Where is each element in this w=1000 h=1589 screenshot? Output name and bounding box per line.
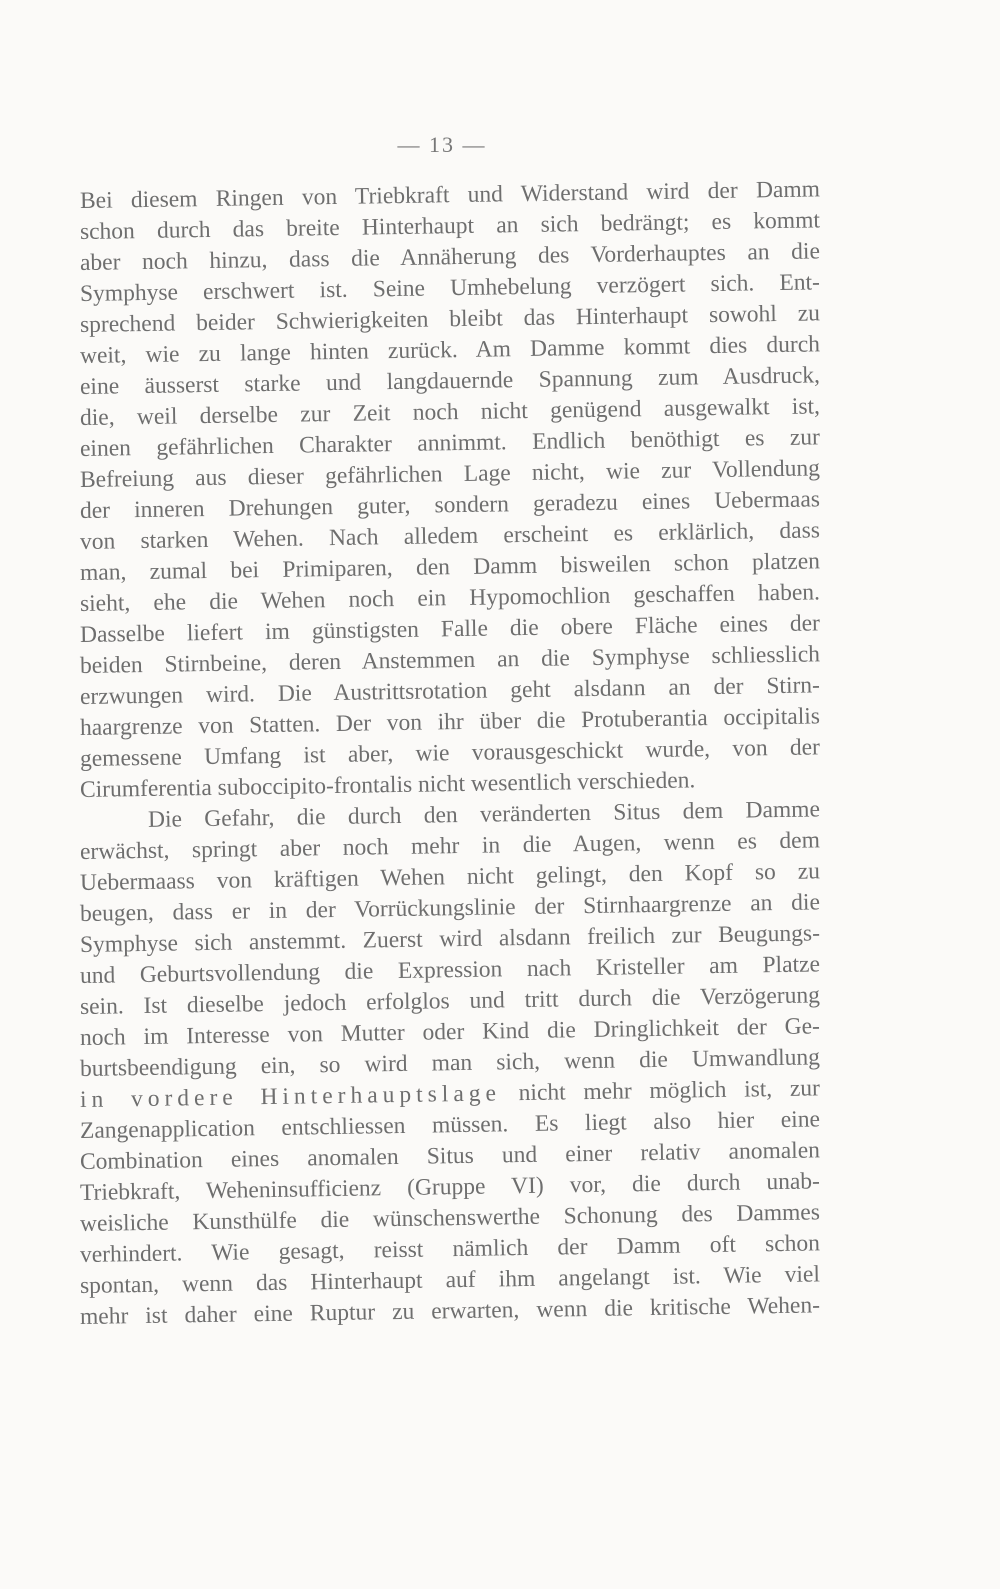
text-line: eine äusserst starke und langdauernde Spannung zum Ausdruck, [79,362,821,400]
spaced-emphasis: in vordere Hinterhauptslage [79,1080,502,1113]
text-line: schon durch das breite Hinterhaupt an sich bedrängt; es kommt [79,207,821,245]
text-line: beugen, dass er in der Vorrückungslinie der Stirnhaargrenze an die [79,889,821,927]
text-line: Zangenapplication entschliessen müssen. Es liegt also hier eine [79,1106,821,1144]
text-line: Befreiung aus dieser gefährlichen Lage nicht, wie zur Vollendung [79,455,821,493]
text-line: spontan, wenn das Hinterhaupt auf ihm angelangt ist. Wie viel [79,1261,821,1299]
text-line: aber noch hinzu, dass die Annäherung des Vorderhauptes an die [79,238,821,276]
text-line: Combination eines anomalen Situs und einer relativ anomalen [79,1137,821,1175]
text-line: Symphyse sich anstemmt. Zuerst wird alsdann freilich zur Beugungs- [79,920,821,958]
text-line: sein. Ist dieselbe jedoch erfolglos und tritt durch die Verzögerung [79,982,821,1020]
text-line: weisliche Kunsthülfe die wünschenswerthe Schonung des Dammes [79,1199,821,1237]
text-line: Dasselbe liefert im günstigsten Falle die obere Fläche eines der [79,610,821,648]
text-line: man, zumal bei Primiparen, den Damm bisweilen schon platzen [79,548,821,586]
text-line: burtsbeendigung ein, so wird man sich, wenn die Umwandlung [79,1044,821,1082]
text-line: noch im Interesse von Mutter oder Kind die Dringlichkeit der Ge- [79,1013,821,1051]
text-line: einen gefährlichen Charakter annimmt. Endlich benöthigt es zur [79,424,821,462]
text-line: sieht, ehe die Wehen noch ein Hypomochlion geschaffen haben. [79,579,821,617]
text-line-rest: nicht mehr möglich ist, zur [518,1075,821,1107]
text-line: von starken Wehen. Nach alledem erscheint es erklärlich, dass [79,517,821,555]
text-line: gemessene Umfang ist aber, wie vorausgeschickt wurde, von der [79,734,821,772]
page-number: — 13 — [397,132,487,157]
text-line: sprechend beider Schwierigkeiten bleibt das Hinterhaupt sowohl zu [79,300,821,338]
text-line: haargrenze von Statten. Der von ihr über die Protuberantia occipitalis [79,703,821,741]
text-line: beiden Stirnbeine, deren Anstemmen an die Symphyse schliesslich [79,641,821,679]
text-line: Symphyse erschwert ist. Seine Umhebelung verzögert sich. Ent- [79,269,821,307]
text-line: Bei diesem Ringen von Triebkraft und Widerstand wird der Damm [79,176,821,214]
text-line: Triebkraft, Weheninsufficienz (Gruppe VI) vor, die durch unab- [79,1168,821,1206]
text-line: und Geburtsvollendung die Expression nach Kristeller am Platze [79,951,821,989]
text-line: erwächst, springt aber noch mehr in die Augen, wenn es dem [79,827,821,865]
text-line: der inneren Drehungen guter, sondern geradezu eines Uebermaas [79,486,821,524]
paragraph-start-line: Die Gefahr, die durch den veränderten Situs dem Damme [147,796,821,833]
text-line: Cirumferentia suboccipito-frontalis nicht wesentlich verschieden. [79,767,696,803]
text-line: erzwungen wird. Die Austrittsrotation geht alsdann an der Stirn- [79,672,821,710]
text-line: Uebermaass von kräftigen Wehen nicht gelingt, den Kopf so zu [79,858,821,896]
text-line: mehr ist daher eine Ruptur zu erwarten, wenn die kritische Wehen- [79,1292,821,1330]
text-line: verhindert. Wie gesagt, reisst nämlich der Damm oft schon [79,1230,821,1268]
text-line: die, weil derselbe zur Zeit noch nicht genügend ausgewalkt ist, [79,393,821,431]
text-line: weit, wie zu lange hinten zurück. Am Damme kommt dies durch [79,331,821,369]
